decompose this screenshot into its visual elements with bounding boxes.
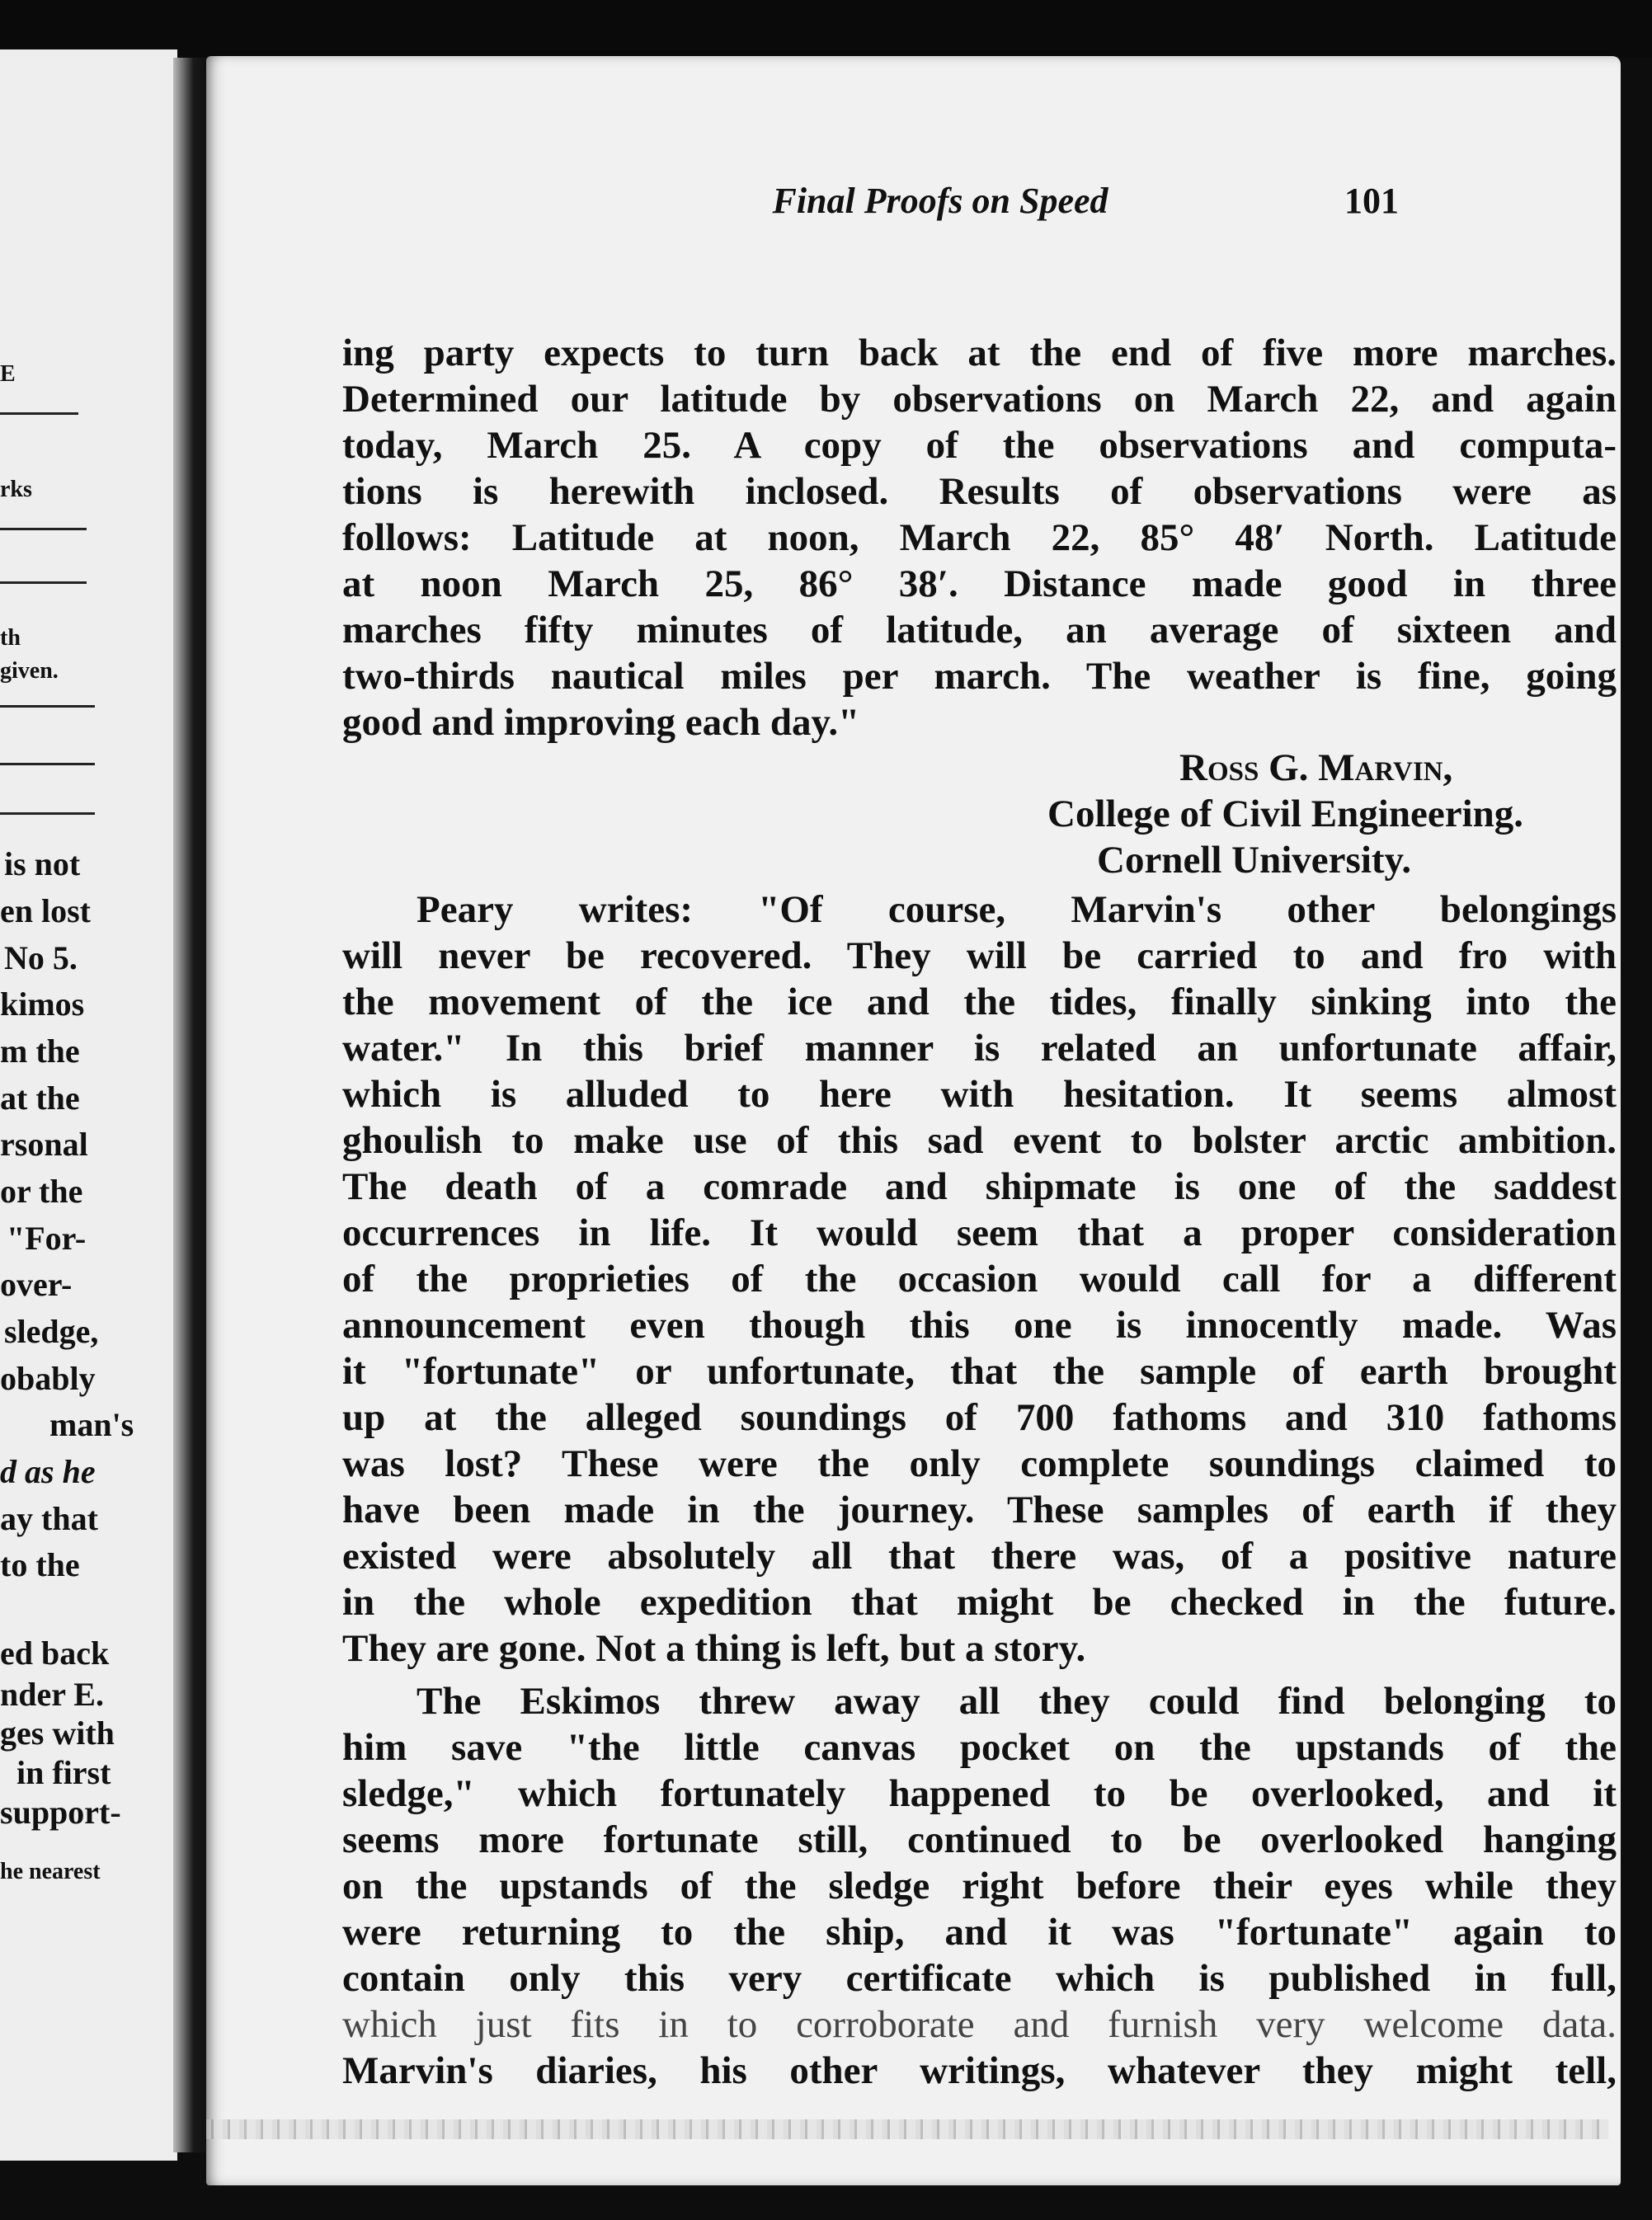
facing-page-fragment: nder E.: [0, 1676, 104, 1713]
signature-institution: Cornell University.: [1097, 839, 1412, 882]
signature-affiliation: College of Civil Engineering.: [1047, 793, 1524, 835]
scan-background: [0, 0, 1652, 58]
facing-page-fragment: man's: [49, 1406, 134, 1443]
text-line: it "fortunate" or unfortunate, that the sample of earth brought: [342, 1350, 1617, 1393]
facing-page-fragment: ay that: [0, 1500, 98, 1537]
text-line: ghoulish to make use of this sad event to bolster arctic ambition.: [342, 1119, 1617, 1162]
text-line: today, March 25. A copy of the observations and computa-: [342, 424, 1617, 467]
text-line: was lost? These were the only complete soundings claimed to: [342, 1442, 1617, 1485]
facing-page-fragment: is not: [4, 845, 81, 882]
facing-page-fragment: over-: [0, 1266, 73, 1303]
text-line: contain only this very certificate which is published in full,: [342, 1957, 1617, 2000]
text-line: him save "the little canvas pocket on the upstands of the: [342, 1726, 1617, 1769]
text-line: have been made in the journey. These samples of earth if they: [342, 1489, 1617, 1531]
text-line: The death of a comrade and shipmate is one of the saddest: [342, 1165, 1617, 1208]
facing-page-fragment: in first: [16, 1754, 111, 1791]
facing-page-rule: [0, 705, 95, 708]
text-line: which just fits in to corroborate and furnish very welcome data.: [342, 2003, 1617, 2046]
running-title: Final Proofs on Speed: [772, 181, 1108, 221]
text-line: The Eskimos threw away all they could find belonging to: [417, 1680, 1617, 1723]
facing-page-fragment: ed back: [0, 1634, 110, 1672]
text-line: two-thirds nautical miles per march. The weather is fine, going: [342, 655, 1617, 698]
text-line: on the upstands of the sledge right before their eyes while they: [342, 1865, 1617, 1907]
facing-page: [0, 49, 177, 2161]
text-line: of the proprieties of the occasion would call for a different: [342, 1258, 1617, 1300]
facing-page-fragment: m the: [0, 1032, 80, 1070]
facing-page-fragment: kimos: [0, 985, 85, 1023]
text-line: at noon March 25, 86° 38′. Distance made good in three: [342, 562, 1617, 605]
text-line: follows: Latitude at noon, March 22, 85° 48′ North. Latitude: [342, 516, 1617, 559]
facing-page-fragment: to the: [0, 1546, 80, 1583]
text-line: sledge," which fortunately happened to be overlooked, and it: [342, 1772, 1617, 1815]
text-line: good and improving each day.": [342, 701, 860, 744]
facing-page-rule: [0, 812, 95, 815]
text-line: tions is herewith inclosed. Results of observations were as: [342, 470, 1617, 513]
facing-page-fragment: No 5.: [4, 939, 78, 976]
facing-page-fragment: he nearest: [0, 1859, 101, 1884]
facing-page-fragment: rks: [0, 477, 32, 502]
facing-page-rule: [0, 581, 87, 584]
facing-page-fragment: at the: [0, 1079, 80, 1117]
text-line: seems more fortunate still, continued to be overlooked hanging: [342, 1818, 1617, 1861]
text-line: existed were absolutely all that there was, of a positive nature: [342, 1535, 1617, 1578]
text-line: will never be recovered. They will be carried to and fro with: [342, 934, 1617, 977]
text-line: the movement of the ice and the tides, finally sinking into the: [342, 981, 1617, 1023]
facing-page-fragment: obably: [0, 1360, 96, 1397]
text-line: announcement even though this one is innocently made. Was: [342, 1304, 1617, 1347]
text-line: in the whole expedition that might be checked in the future.: [342, 1581, 1617, 1624]
facing-page-fragment: ges with: [0, 1714, 115, 1752]
signature-name: Ross G. Marvin,: [1179, 746, 1453, 789]
facing-page-fragment: given.: [0, 658, 59, 684]
facing-page-fragment: E: [0, 361, 16, 387]
text-line: water." In this brief manner is related an unfortunate affair,: [342, 1027, 1617, 1070]
text-line: Determined our latitude by observations on March 22, and again: [342, 378, 1617, 421]
facing-page-fragment: or the: [0, 1173, 83, 1210]
page-edge-speckle: [206, 2119, 1608, 2139]
text-line: marches fifty minutes of latitude, an average of sixteen and: [342, 609, 1617, 651]
text-line: Marvin's diaries, his other writings, whatever they might tell,: [342, 2049, 1617, 2092]
facing-page-fragment: en lost: [0, 892, 91, 929]
page-number: 101: [1344, 181, 1399, 221]
facing-page-rule: [0, 412, 78, 415]
text-line: ing party expects to turn back at the end of five more marches.: [342, 332, 1617, 374]
text-line: They are gone. Not a thing is left, but a story.: [342, 1627, 1086, 1670]
book-page: [206, 56, 1621, 2185]
facing-page-rule: [0, 763, 95, 765]
text-line: which is alluded to here with hesitation. It seems almost: [342, 1073, 1617, 1116]
facing-page-fragment: rsonal: [0, 1126, 88, 1163]
text-line: were returning to the ship, and it was "fortunate" again to: [342, 1911, 1617, 1954]
facing-page-fragment: support-: [0, 1794, 121, 1831]
facing-page-fragment: sledge,: [4, 1313, 99, 1350]
facing-page-fragment: th: [0, 625, 21, 651]
text-line: up at the alleged soundings of 700 fathoms and 310 fathoms: [342, 1396, 1617, 1439]
facing-page-fragment: "For-: [7, 1220, 87, 1257]
text-line: occurrences in life. It would seem that a proper consideration: [342, 1211, 1617, 1254]
text-line: Peary writes: "Of course, Marvin's other belongings: [417, 888, 1617, 931]
facing-page-fragment: d as he: [0, 1453, 96, 1490]
facing-page-rule: [0, 528, 87, 530]
